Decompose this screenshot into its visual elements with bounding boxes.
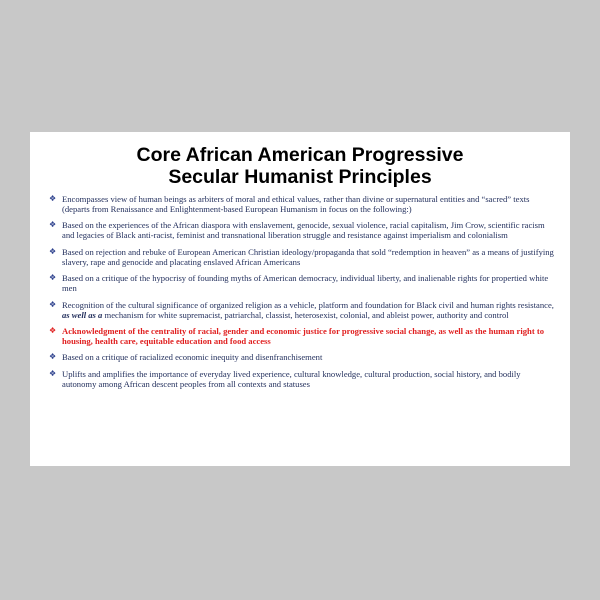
list-item bbox=[46, 194, 554, 214]
bullet-text: Encompasses view of human beings as arbiters of moral and ethical values, rather than divine or supernatural entities and “sacred” texts (departs from Renaissance and Enlightenment-based European Humanism in focus on the following:) bbox=[62, 194, 530, 214]
list-item-highlighted bbox=[46, 326, 554, 346]
bullet-text-emphasis: as well as a bbox=[62, 309, 103, 320]
slide bbox=[30, 132, 570, 466]
list-item bbox=[46, 300, 554, 320]
slide-title-line-2: Secular Humanist Principles bbox=[168, 166, 432, 188]
diamond-bullet-icon: ❖ bbox=[49, 220, 57, 230]
diamond-bullet-icon: ❖ bbox=[49, 194, 57, 203]
bullet-text-part: Recognition of the cultural significance of organized religion as a vehicle, platform and foundation for Black civil and human rights resistance, bbox=[62, 299, 554, 310]
bullet-text: Uplifts and amplifies the importance of everyday lived experience, cultural knowledge, cultural production, social history, and bodily autonomy among African descent peoples from all contexts and statuses bbox=[62, 368, 521, 389]
bullet-text: Based on a critique of the hypocrisy of founding myths of American democracy, individual liberty, and inalienable rights for propertied white men bbox=[62, 273, 549, 294]
slide-title bbox=[46, 144, 554, 188]
bullet-text: Acknowledgment of the centrality of racial, gender and economic justice for progressive social change, as well as the human right to housing, health care, equitable education and food access bbox=[62, 325, 544, 346]
list-item bbox=[46, 369, 554, 389]
list-item bbox=[46, 247, 554, 267]
diamond-bullet-icon: ❖ bbox=[49, 299, 57, 309]
bullet-text: Based on rejection and rebuke of European American Christian ideology/propaganda that sold “redemption in heaven” as a means of justifying slavery, rape and genocide and placating enslaved African Americans bbox=[62, 246, 554, 267]
diamond-bullet-icon: ❖ bbox=[49, 325, 57, 335]
list-item bbox=[46, 352, 554, 362]
list-item bbox=[46, 220, 554, 240]
slide-title-line-1: Core African American Progressive bbox=[136, 144, 464, 166]
principles-list bbox=[46, 194, 554, 389]
bullet-text: Based on the experiences of the African diaspora with enslavement, genocide, sexual violence, racial capitalism, Jim Crow, scientific racism and legacies of Black anti-racist, feminist and transnational liberation struggle and resistance against imperialism and colonialism bbox=[62, 220, 545, 241]
list-item bbox=[46, 273, 554, 293]
bullet-text-part: mechanism for white supremacist, patriarchal, classist, heterosexist, colonial, and ableist power, authority and control bbox=[102, 309, 509, 320]
bullet-text: Based on a critique of racialized economic inequity and disenfranchisement bbox=[62, 352, 323, 363]
diamond-bullet-icon: ❖ bbox=[49, 352, 57, 362]
diamond-bullet-icon: ❖ bbox=[49, 273, 57, 283]
diamond-bullet-icon: ❖ bbox=[49, 246, 57, 256]
bullet-text bbox=[62, 300, 554, 320]
diamond-bullet-icon: ❖ bbox=[49, 368, 57, 378]
